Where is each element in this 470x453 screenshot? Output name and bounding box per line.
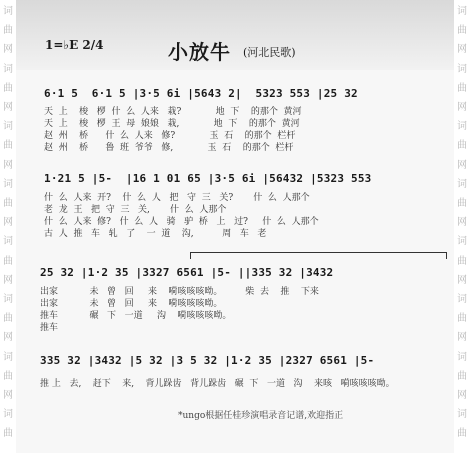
watermark-char: 词 [457, 178, 467, 190]
watermark-right [454, 0, 470, 453]
watermark-char: 词 [457, 6, 467, 17]
notation-line-2: 1·21 5 |5- |16 1 01 65 |3·5 6i |56432 |5323 553 [44, 172, 372, 185]
lyric-line-3-1: 出家 未 曾 回 来 嗬咳咳咳呦。 柴 去 推 下来 [40, 287, 319, 297]
watermark-char: 曲 [3, 370, 13, 382]
watermark-char: 词 [457, 236, 467, 248]
lyric-line-1-1: 天 上 梭 椤 什 么 人来 栽? 地 下 的那个 黄河 [44, 107, 302, 117]
lyric-line-1-4: 赵 州 桥 鲁 班 爷爷 修, 玉 石 的那个 栏杆 [44, 143, 294, 153]
lyric-line-1-2: 天 上 梭 椤 王 母 娘娘 栽, 地 下 的那个 黄河 [44, 119, 300, 129]
watermark-char: 曲 [457, 198, 467, 209]
watermark-char: 网 [457, 332, 467, 344]
watermark-char: 曲 [457, 428, 467, 440]
watermark-char: 词 [3, 351, 13, 363]
watermark-char: 词 [457, 63, 467, 75]
watermark-char: 网 [457, 102, 467, 113]
watermark-char: 词 [457, 121, 467, 133]
watermark-char: 曲 [457, 25, 467, 37]
watermark-char: 曲 [3, 255, 13, 267]
song-subtitle: (河北民歌) [243, 46, 296, 59]
watermark-char: 词 [3, 409, 13, 421]
watermark-char: 曲 [457, 140, 467, 152]
lyric-line-3-2: 出家 未 曾 回 来 嗬咳咳咳呦。 [40, 299, 223, 309]
watermark-char: 网 [3, 159, 13, 171]
watermark-char: 词 [457, 351, 467, 363]
transcription-credit: *ungo根据任桂珍演唱录音记谱,欢迎指正 [178, 411, 344, 421]
watermark-char: 网 [3, 274, 13, 286]
lyric-line-2-4: 古 人 推 车 轧 了 一 道 沟, 周 车 老 [44, 229, 267, 239]
watermark-char: 网 [3, 44, 13, 56]
watermark-char: 曲 [3, 313, 13, 325]
song-title: 小放牛 [168, 40, 231, 64]
key-signature: 1=♭E 2/4 [45, 38, 104, 52]
score-header-band [16, 0, 454, 70]
notation-line-3: 25 32 |1·2 35 |3327 6561 |5- ||335 32 |3432 [40, 266, 334, 279]
watermark-char: 曲 [457, 370, 467, 382]
watermark-char: 网 [457, 44, 467, 56]
watermark-char: 词 [3, 294, 13, 305]
watermark-char: 曲 [457, 255, 467, 267]
repeat-bracket [190, 252, 447, 259]
watermark-char: 曲 [3, 198, 13, 209]
watermark-char: 词 [3, 63, 13, 75]
watermark-char: 网 [457, 217, 467, 229]
watermark-char: 词 [3, 178, 13, 190]
notation-line-4: 335 32 |3432 |5 32 |3 5 32 |1·2 35 |2327 6561 |5- [40, 354, 375, 367]
watermark-char: 网 [3, 390, 13, 401]
lyric-line-3-4: 推车 [40, 323, 59, 333]
lyric-line-1-3: 赵 州 桥 什 么 人来 修? 玉 石 的那个 栏杆 [44, 131, 296, 141]
watermark-char: 词 [3, 121, 13, 133]
lyric-line-2-2: 老 龙 王 把 守 三 关, 什 么 人那个 [44, 205, 227, 215]
watermark-char: 曲 [3, 82, 13, 94]
watermark-char: 词 [457, 409, 467, 421]
watermark-left [0, 0, 16, 453]
watermark-char: 曲 [3, 140, 13, 152]
watermark-char: 网 [457, 274, 467, 286]
watermark-char: 词 [3, 236, 13, 248]
lyric-line-2-1: 什 么 人来 开? 什 么 人 把 守 三 关? 什 么 人那个 [44, 193, 310, 203]
watermark-char: 曲 [3, 428, 13, 440]
watermark-char: 词 [457, 294, 467, 305]
watermark-char: 网 [3, 332, 13, 344]
watermark-char: 网 [457, 159, 467, 171]
watermark-char: 曲 [457, 82, 467, 94]
watermark-char: 网 [3, 217, 13, 229]
watermark-char: 网 [457, 390, 467, 401]
watermark-char: 曲 [3, 25, 13, 37]
watermark-char: 曲 [457, 313, 467, 325]
lyric-line-2-3: 什 么 人来 修? 什 么 人 骑 驴 桥 上 过? 什 么 人那个 [44, 217, 319, 227]
notation-line-1: 6·1 5 6·1 5 |3·5 6i |5643 2| 5323 553 |25 32 [44, 87, 358, 100]
watermark-char: 词 [3, 6, 13, 17]
lyric-line-3-3: 推车 碾 下 一道 沟 嗬咳咳咳呦。 [40, 311, 232, 321]
watermark-char: 网 [3, 102, 13, 113]
lyric-line-4-1: 推 上 去, 赶下 来, 背儿跺齿 背儿跺齿 碾 下 一道 沟 来咳 嗬咳咳咳呦。 [40, 379, 395, 389]
